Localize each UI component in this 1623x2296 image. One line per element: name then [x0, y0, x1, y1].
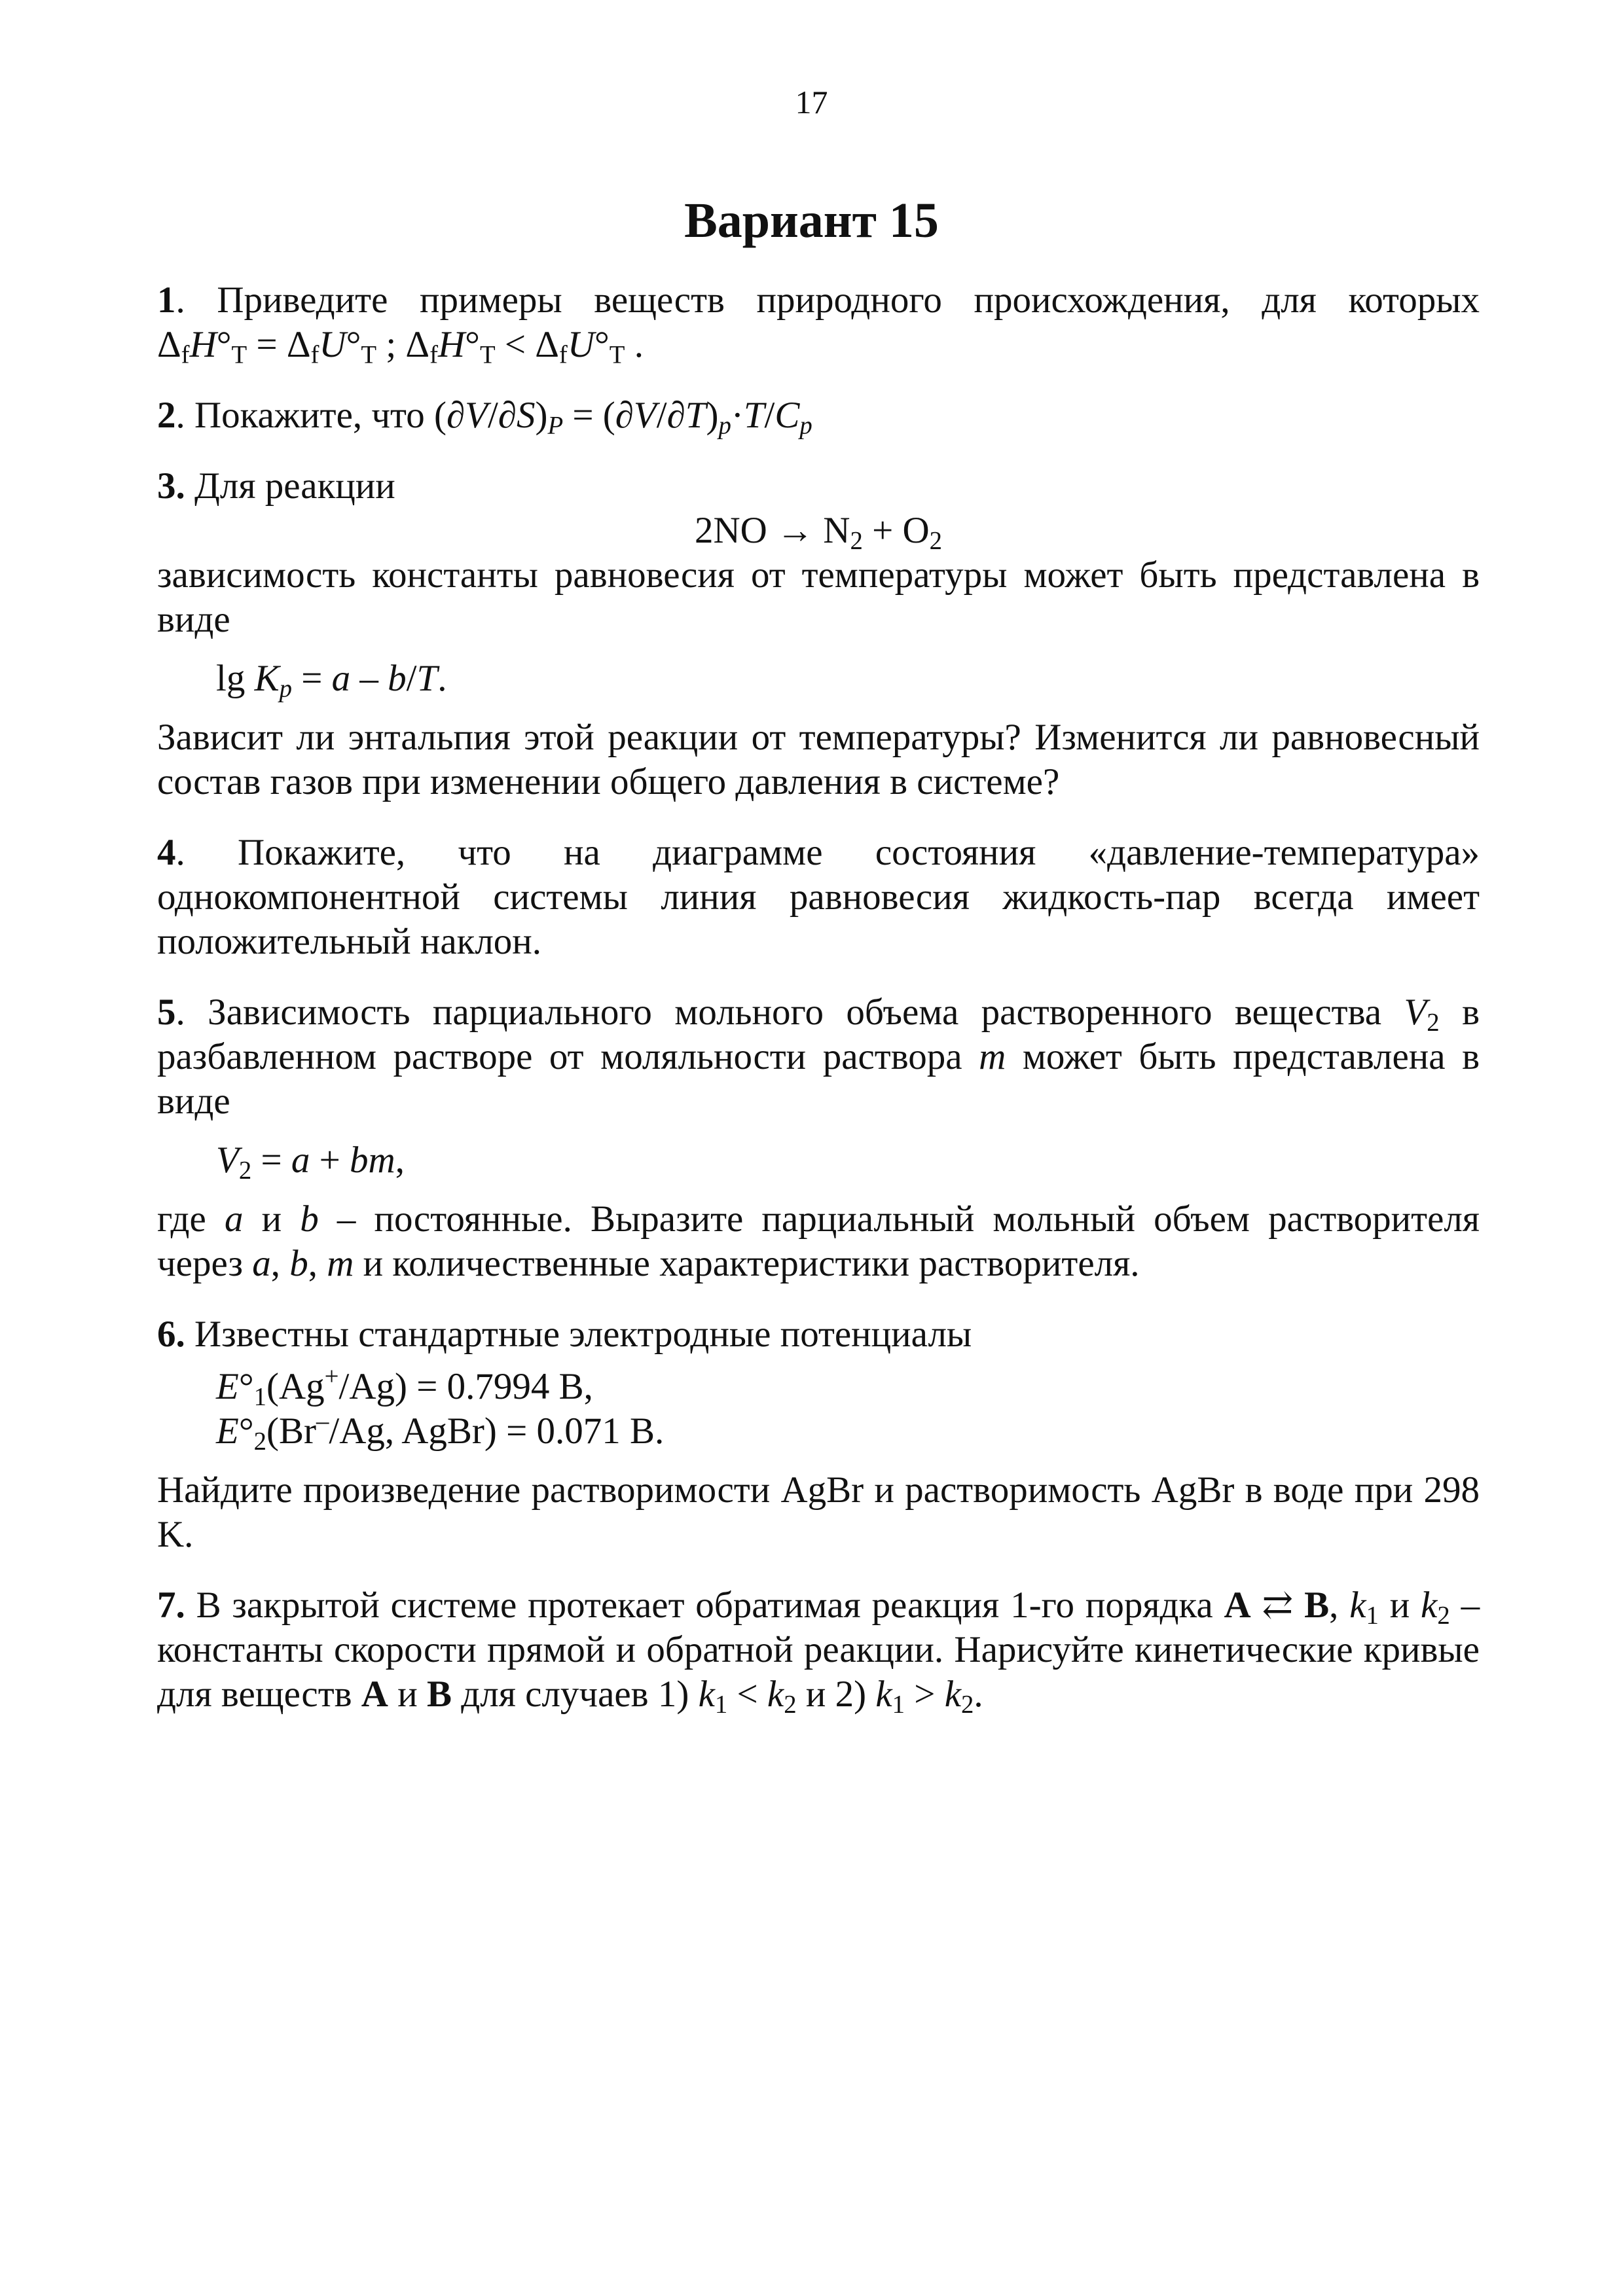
- problem-5-text-a: . Зависимость парциального мольного объема растворенного вещества: [175, 992, 1382, 1033]
- problem-7-text-a: В закрытой системе протекает обратимая реакция 1-го порядка: [185, 1585, 1213, 1626]
- problem-2: [157, 393, 1480, 438]
- equilibrium-formula: $\lg K_p = a - b/T$.: [216, 658, 447, 703]
- problem-2-formula: $(\partial V/\partial S)_P = (\partial V/\partial T)_p\cdot T/C_p$: [433, 395, 812, 440]
- problem-2-number: 2: [157, 395, 176, 436]
- problem-5-after-b: и: [261, 1198, 282, 1240]
- problem-list: [157, 278, 1480, 1717]
- problem-7-text-e: для случаев 1): [461, 1674, 689, 1715]
- problem-6-question: Найдите произведение растворимости AgBr и растворимость AgBr в воде при 298 K.: [157, 1469, 1480, 1555]
- potential-2: $E^\circ_2(Br^-/Ag$, AgBr) = 0.071 В.: [216, 1407, 665, 1456]
- problem-4-number: 4: [157, 832, 176, 873]
- problem-3-text: Для реакции: [185, 465, 395, 507]
- problem-4-text: . Покажите, что на диаграмме состояния «давление-температура» однокомпонентной системы линия равновесия жидкость-пар всегда имеет положительный наклон.: [157, 832, 1480, 962]
- problem-7-text-b: и: [1389, 1585, 1410, 1626]
- problem-7-text-d: и: [397, 1674, 418, 1715]
- problem-6-text: Известны стандартные электродные потенциалы: [185, 1314, 972, 1355]
- problem-5-text-b: в разбавленном растворе от моляльности раствора: [157, 992, 1480, 1077]
- problem-6: [157, 1312, 1480, 1557]
- problem-5-after-d: и количественные характеристики растворителя.: [363, 1243, 1140, 1284]
- problem-7: 7. В закрытой системе протекает обратимая реакция 1-го порядка A ⇄ B, $k_1$ и $k_2$ – константы скорости прямой и обратной реакции. Нарисуйте кинетические кривые для веществ A и B для случаев 1) $k_1 < k_2$ и 2) $k_1 > k_2$.: [157, 1585, 1480, 1719]
- problem-3-number: 3.: [157, 465, 185, 507]
- problem-5-text-c: может быть представлена в виде: [157, 1036, 1480, 1122]
- potential-1: $E^\circ_1(Ag^+/Ag) = 0.7994$ В,: [216, 1362, 593, 1411]
- problem-1-number: 1: [157, 279, 176, 321]
- problem-7-text-f: и 2): [805, 1674, 867, 1715]
- page-title: Вариант 15: [684, 193, 939, 248]
- problem-3-body: зависимость константы равновесия от температуры может быть представлена в виде: [157, 554, 1480, 640]
- problem-5-after-c: – постоянные. Выразите парциальный мольный объем растворителя через: [157, 1198, 1480, 1284]
- problem-7-number: 7.: [157, 1585, 185, 1626]
- problem-1-formula: $\Delta_fH^\circ_T = \Delta_fU^\circ_T$ ; $\Delta_fH^\circ_T < \Delta_fU^\circ_T$ .: [157, 324, 644, 369]
- problem-5-body: где a и b – постоянные. Выразите парциальный мольный объем растворителя через a, b, m и количественные характеристики растворителя.: [157, 1198, 1480, 1284]
- page-number: 17: [795, 84, 828, 120]
- problem-4: [157, 831, 1480, 964]
- problem-5: [157, 990, 1480, 1286]
- problem-3: [157, 464, 1480, 804]
- problem-5-intro: 5. Зависимость парциального мольного объема растворенного вещества $V_2$ в разбавленном растворе от моляльности раствора m может быть представлена в виде: [157, 992, 1480, 1122]
- problem-5-number: 5: [157, 992, 176, 1033]
- partial-volume-formula: $V_2 = a$ + bm,: [216, 1139, 405, 1185]
- reaction-equation: $2NO \to N_2 + O_2$: [694, 510, 943, 555]
- problem-6-number: 6.: [157, 1314, 185, 1355]
- problem-1: [157, 278, 1480, 367]
- problem-7-text-c: – константы скорости прямой и обратной реакции. Нарисуйте кинетические кривые для веществ: [157, 1585, 1480, 1715]
- problem-1-text: . Приведите примеры веществ природного происхождения, для которых: [175, 279, 1480, 321]
- problem-2-text: . Покажите, что: [175, 395, 425, 436]
- problem-3-question: Зависит ли энтальпия этой реакции от температуры? Изменится ли равновесный состав газов при изменении общего давления в системе?: [157, 717, 1480, 802]
- problem-3-intro: [157, 464, 1480, 509]
- problem-5-after-a: где: [157, 1198, 206, 1240]
- problem-6-intro: [157, 1312, 1480, 1357]
